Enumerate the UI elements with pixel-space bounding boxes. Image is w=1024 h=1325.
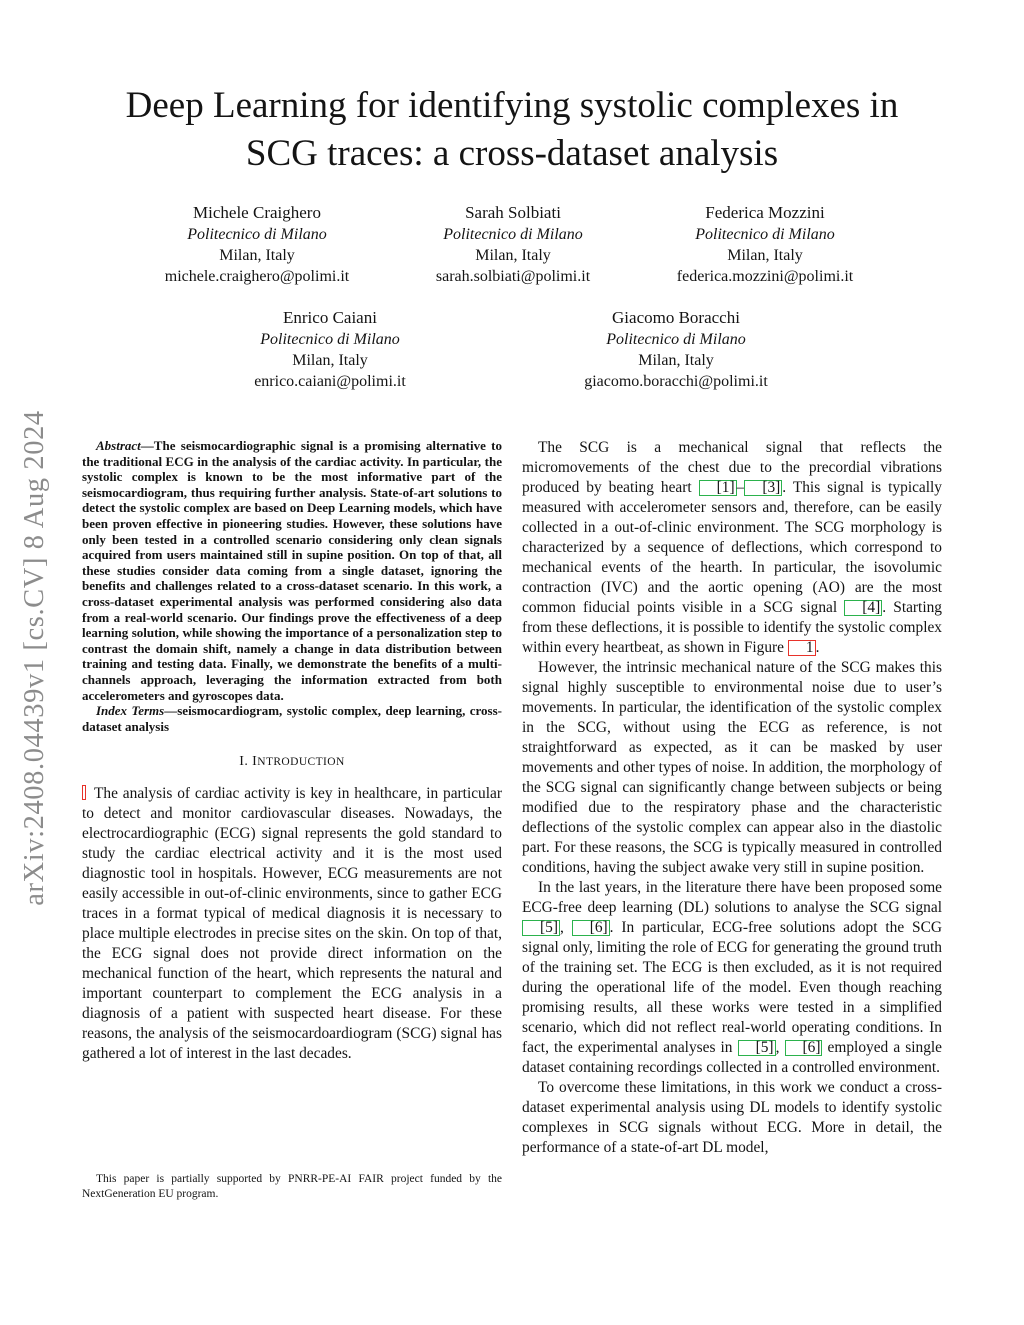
author-location: Milan, Italy (638, 352, 714, 369)
right-paragraph-3 (522, 878, 942, 1078)
abstract-text: —The seismocardiographic signal is a promising alternative to the traditional ECG in the analysis of the cardiac activity. In particular, the systolic complex is known to be the most informative part of the seismocardiogram, thus requiring further analysis. State-of-art solutions to detect the systolic complex are based on Deep Learning models, which have been proven effective in pioneering studies. However, these solutions have only been tested in a controlled scenario considering only clean signals acquired from users maintained still in supine position. On top of that, all these studies consider data coming from a single dataset, ignoring the benefits and challenges related to a cross-dataset scenario. In this work, a cross-dataset experimental analysis was performed considering also data from a real-world scenario. Our findings prove the effectiveness of a deep learning solution, while showing the importance of a personalization step to contrast the domain shift, namely a change in data distribution between training and testing data. Finally, we demonstrate the benefits of a multi-channels approach, leveraging the information extracted from both accelerometers and gyroscopes data. (82, 438, 502, 703)
intro-paragraph (82, 784, 502, 1064)
author-email: michele.craighero@polimi.it (164, 268, 350, 285)
author-block-5 (546, 307, 806, 392)
text-run: employed a single dataset containing recordings collected in a controlled environment. (522, 1039, 942, 1076)
right-paragraph-1 (522, 438, 942, 658)
section-number: I. (239, 754, 253, 770)
author-location: Milan, Italy (727, 247, 803, 264)
author-email: giacomo.boracchi@polimi.it (584, 373, 768, 390)
arxiv-identifier (14, 355, 56, 961)
citation-link[interactable]: [5] (522, 920, 560, 936)
author-location: Milan, Italy (292, 352, 368, 369)
text-run: . (815, 639, 820, 656)
text-run: The SCG is a mechanical signal that reflects the micromovements of the chest due to the precordial vibrations produced by beating heart (522, 439, 942, 496)
author-affiliation: Politecnico di Milano (187, 226, 327, 243)
text-run: . In particular, ECG-free solutions adopt the SCG signal only, limiting the role of ECG for generating the ground truth of the training set. The ECG is then excluded, as it is not required during the operational life of the model. Even though reaching promising results, all these works were tested in a simplified scenario, which did not reflect real-world operating conditions. In fact, the experimental analyses in (522, 919, 942, 1056)
arxiv-identifier-text: arXiv:2408.04439v1 [cs.CV] 8 Aug 2024 (19, 410, 50, 906)
paper-title (60, 82, 964, 178)
abstract (82, 438, 502, 703)
text-run: , (559, 919, 572, 936)
author-location: Milan, Italy (475, 247, 551, 264)
author-block-1 (127, 202, 387, 287)
left-column (82, 438, 502, 1064)
title-line-2: SCG traces: a cross-dataset analysis (245, 133, 779, 174)
citation-link[interactable]: [3] (744, 480, 782, 496)
author-name: Giacomo Boracchi (612, 308, 740, 327)
abstract-label: Abstract (96, 438, 141, 453)
right-paragraph-4: To overcome these limitations, in this work we conduct a cross-dataset experimental analysis using DL models to identify systolic complexes in SCG signals without ECG. More in detail, the performance of a state-of-art DL model, (522, 1079, 942, 1156)
citation-link[interactable]: [6] (785, 1040, 823, 1056)
author-block-4 (200, 307, 460, 392)
author-email: sarah.solbiati@polimi.it (435, 268, 591, 285)
figure-link[interactable]: 1 (788, 640, 816, 656)
author-affiliation: Politecnico di Milano (695, 226, 835, 243)
author-name: Michele Craighero (193, 203, 321, 222)
author-email: enrico.caiani@polimi.it (254, 373, 406, 390)
section-heading-introduction (82, 754, 502, 770)
author-email: federica.mozzini@polimi.it (676, 268, 854, 285)
index-terms-label: Index Terms (96, 703, 165, 719)
citation-link[interactable]: [6] (572, 920, 610, 936)
author-name: Federica Mozzini (705, 203, 825, 222)
author-name: Sarah Solbiati (465, 203, 561, 222)
text-run: . Starting from these deflections, it is possible to identify the systolic complex within every heartbeat, as shown in Figure (522, 599, 942, 656)
citation-link[interactable]: [1] (699, 480, 737, 496)
author-location: Milan, Italy (219, 247, 295, 264)
index-terms (82, 703, 502, 734)
intro-paragraph-text: The analysis of cardiac activity is key in healthcare, in particular to detect and monitor cardiovascular diseases. Nowadays, the electrocardiographic (ECG) signal represents the gold standard to study the cardiac electrical activity and it is the most used diagnostic tool in hospitals. However, ECG measurements are not easily accessible in out-of-clinic environments, since to gather ECG traces in a format typical of medical diagnosis it is necessary to place multiple electrodes in precise sites on the skin. On top of that, the ECG signal does not provide direct information on the mechanical function of the heart, which represents the natural and important counterpart to complement the ECG analysis in a diagnosis of a patient with suspected heart disease. For these reasons, the analysis of the seismocardoardiogram (SCG) signal has gathered a lot of interest in the last decades. (82, 785, 502, 1063)
comment-marker-icon (82, 785, 86, 800)
author-affiliation: Politecnico di Milano (260, 331, 400, 348)
text-run: , (775, 1039, 785, 1056)
author-affiliation: Politecnico di Milano (606, 331, 746, 348)
text-run: – (736, 479, 745, 496)
title-line-1: Deep Learning for identifying systolic complexes in (125, 85, 899, 126)
author-block-3 (635, 202, 895, 287)
index-terms-text: —seismocardiogram, systolic complex, deep learning, cross-dataset analysis (82, 703, 502, 734)
section-initial: I (252, 754, 258, 770)
citation-link[interactable]: [4] (844, 600, 882, 616)
author-name: Enrico Caiani (283, 308, 377, 327)
text-run: In the last years, in the literature there have been proposed some ECG-free deep learning (DL) solutions to analyse the SCG signal (522, 879, 942, 916)
right-column (522, 438, 942, 1158)
text-run: . This signal is typically measured with accelerometer sensors and, therefore, can be easily collected in a out-of-clinic environment. The SCG morphology is characterized by a sequence of deflections, which correspond to mechanical events of the hearth. In particular, the isovolumic contraction (IVC) and the aortic opening (AO) are the most common fiducial points visible in a SCG signal (522, 479, 943, 616)
author-block-2 (383, 202, 643, 287)
funding-footnote: This paper is partially supported by PNRR-PE-AI FAIR project funded by the NextGeneration EU program. (82, 1173, 502, 1200)
right-paragraph-2: However, the intrinsic mechanical nature of the SCG makes this signal highly susceptible to environmental noise due to user’s movements. In particular, the identification of the systolic complex in the SCG, without using the ECG as reference, is not straightforward as expected, as it can be masked by user movements and other types of noise. In addition, the morphology of the SCG signal can significantly change between subjects or being modified due to the respiratory phase and the characteristic deflections of the systolic complex can appear also in the diastolic part. For these reasons, the SCG is typically measured in controlled conditions, having the subject awake very still in supine position. (522, 659, 942, 876)
author-affiliation: Politecnico di Milano (443, 226, 583, 243)
section-title-rest: NTRODUCTION (257, 756, 345, 769)
citation-link[interactable]: [5] (738, 1040, 776, 1056)
